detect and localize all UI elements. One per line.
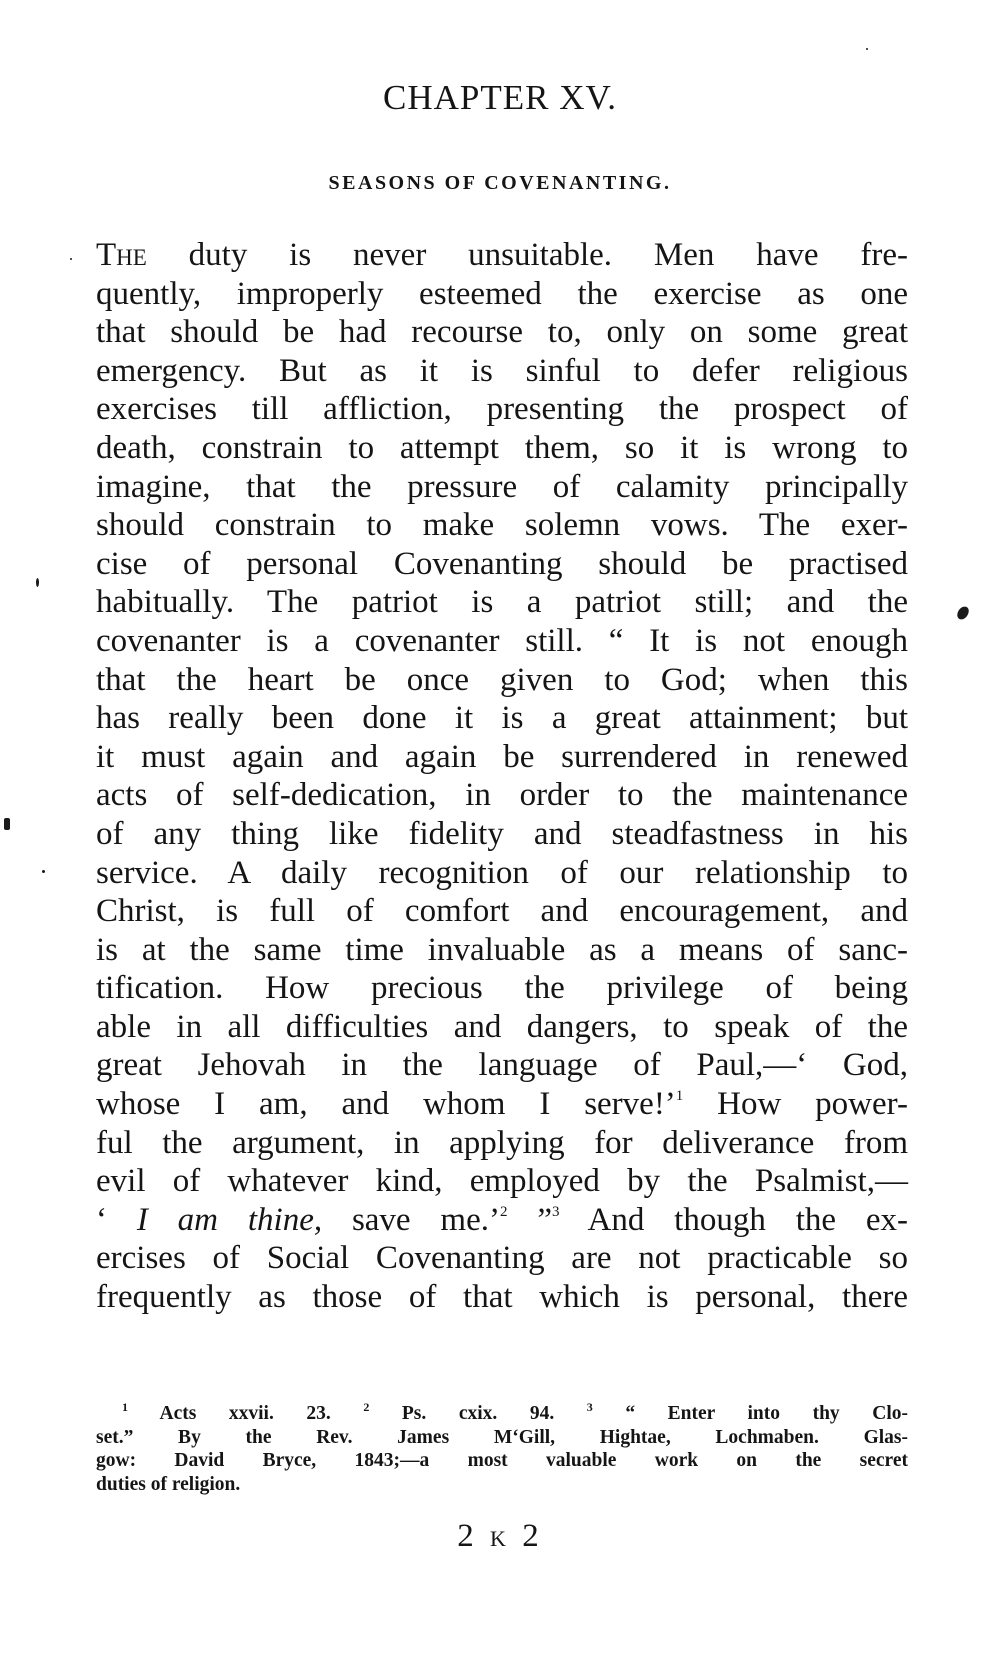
body-line: evil of whatever kind, employed by the Psalmist,— bbox=[96, 1163, 908, 1200]
footnote-mark-1: 1 bbox=[122, 1400, 128, 1414]
footnote-text-2: Ps. cxix. 94. bbox=[369, 1403, 587, 1424]
body-line: quently, improperly esteemed the exercise as one bbox=[96, 275, 908, 312]
body-line: it must again and again be surrendered in renewed bbox=[96, 738, 908, 775]
body-line bbox=[96, 1085, 908, 1124]
footnotes bbox=[96, 1402, 908, 1496]
footnote-line: duties of religion. bbox=[96, 1473, 241, 1495]
body-line: imagine, that the pressure of calamity principally bbox=[96, 468, 908, 505]
body-text-segment: And though the ex- bbox=[559, 1201, 908, 1238]
body-text-segment: How power- bbox=[683, 1086, 908, 1123]
body-line: ercises of Social Covenanting are not practicable so bbox=[96, 1240, 908, 1277]
body-line: acts of self-dedication, in order to the maintenance bbox=[96, 777, 908, 814]
body-line: emergency. But as it is sinful to defer religious bbox=[96, 352, 908, 389]
footnote-text-3: “ Enter into thy Clo- bbox=[592, 1403, 908, 1424]
body-line: covenanter is a covenanter still. “ It is not enough bbox=[96, 622, 908, 659]
body-line: great Jehovah in the language of Paul,—‘ God, bbox=[96, 1047, 908, 1084]
emphasis-text: I am thine, bbox=[136, 1201, 323, 1238]
body-line: service. A daily recognition of our relationship to bbox=[96, 854, 908, 891]
signature-number: 2 bbox=[457, 1518, 478, 1554]
body-text-segment: ‘ bbox=[96, 1201, 137, 1238]
body-line: has really been done it is a great attainment; but bbox=[96, 700, 908, 737]
footnote-ref-2[interactable]: 2 bbox=[499, 1203, 508, 1220]
footnote-line: gow: David Bryce, 1843;—a most valuable work on the secret bbox=[96, 1450, 908, 1471]
body-line: of any thing like fidelity and steadfastness in his bbox=[96, 815, 908, 852]
scan-speck bbox=[42, 870, 45, 873]
footnote-ref-1[interactable]: 1 bbox=[675, 1088, 684, 1105]
body-line: cise of personal Covenanting should be practised bbox=[96, 545, 908, 582]
footnote-mark-3: 3 bbox=[586, 1400, 593, 1414]
scan-speck bbox=[866, 48, 868, 50]
signature-number: 2 bbox=[522, 1518, 543, 1554]
body-line: that should be had recourse to, only on some great bbox=[96, 314, 908, 351]
scan-speck bbox=[4, 818, 10, 830]
first-word: The bbox=[96, 237, 147, 273]
body-text-segment: ” bbox=[507, 1201, 552, 1238]
body-line-text: duty is never unsuitable. Men have fre- bbox=[146, 237, 908, 273]
body-text-segment: whose I am, and whom I serve!’ bbox=[96, 1086, 676, 1123]
footnote-line bbox=[96, 1402, 908, 1426]
chapter-title: CHAPTER XV. bbox=[382, 78, 617, 117]
body-line: frequently as those of that which is personal, there bbox=[96, 1279, 908, 1316]
body-line: should constrain to make solemn vows. The exer- bbox=[96, 507, 908, 544]
body-line: tification. How precious the privilege of being bbox=[96, 970, 908, 1007]
footnote-line: set.” By the Rev. James M‘Gill, Hightae, Lochmaben. Glas- bbox=[96, 1426, 908, 1448]
body-text-segment: save me.’ bbox=[322, 1201, 500, 1238]
scan-speck bbox=[36, 578, 39, 587]
footnote-mark-2: 2 bbox=[363, 1400, 370, 1414]
body-line: ful the argument, in applying for deliverance from bbox=[96, 1124, 908, 1161]
body-line: death, constrain to attempt them, so it is wrong to bbox=[96, 429, 908, 466]
signature-letter: K bbox=[490, 1526, 510, 1551]
scan-speck bbox=[955, 604, 971, 621]
body-line: habitually. The patriot is a patriot still; and the bbox=[96, 584, 908, 621]
section-title: SEASONS OF COVENANTING. bbox=[328, 172, 672, 194]
body-line: exercises till affliction, presenting the prospect of bbox=[96, 391, 908, 428]
body-line: able in all difficulties and dangers, to speak of the bbox=[96, 1008, 908, 1045]
footnote-text-1: Acts xxvii. 23. bbox=[128, 1403, 364, 1424]
body-line: that the heart be once given to God; when this bbox=[96, 661, 908, 698]
scan-speck bbox=[70, 258, 72, 260]
body-paragraph bbox=[96, 236, 908, 1317]
body-line bbox=[96, 236, 908, 275]
signature-mark bbox=[0, 1518, 1000, 1555]
body-line: Christ, is full of comfort and encouragement, and bbox=[96, 893, 908, 930]
body-line: is at the same time invaluable as a means of sanc- bbox=[96, 931, 908, 968]
footnote-ref-3[interactable]: 3 bbox=[551, 1203, 560, 1220]
body-line bbox=[96, 1201, 908, 1240]
